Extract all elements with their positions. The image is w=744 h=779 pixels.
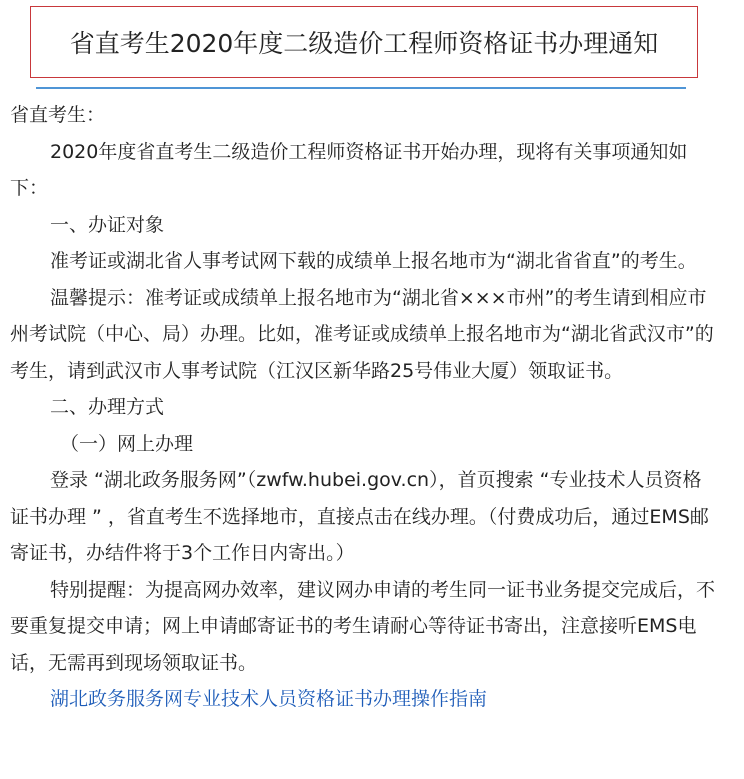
page-title: 省直考生2020年度二级造价工程师资格证书办理通知: [69, 29, 659, 58]
guide-link[interactable]: 湖北政务服务网专业技术人员资格证书办理操作指南: [50, 688, 488, 710]
section-2-sub-1-heading: （一）网上办理: [60, 432, 194, 455]
section-1-tip: 温馨提示：准考证或成绩单上报名地市为“湖北省×××市州”的考生请到相应市州考试院（中心、局）办理。比如，准考证或成绩单上报名地市为“湖北省武汉市”的考生，请到武汉市人事考试院（江汉区新华路25号伟业大厦）领取证书。: [10, 286, 714, 382]
section-1-heading: 一、办证对象: [50, 213, 165, 236]
guide-link-line: [10, 681, 718, 718]
section-1-body: 准考证或湖北省人事考试网下载的成绩单上报名地市为“湖北省省直”的考生。: [50, 250, 697, 272]
title-box: [30, 6, 698, 78]
section-2-heading: 二、办理方式: [50, 396, 165, 418]
intro-paragraph: 2020年度省直考生二级造价工程师资格证书开始办理，现将有关事项通知如下：: [10, 140, 688, 199]
greeting: 省直考生：: [10, 104, 106, 126]
notice-body: [10, 97, 718, 718]
section-2-sub-1-body: 登录 “湖北政务服务网”（zwfw.hubei.gov.cn），首页搜索 “专业技术人员资格证书办理 ” ，省直考生不选择地市，直接点击在线办理。（付费成功后，通过EMS邮寄证书，办结件将于3个工作日内寄出。）: [10, 469, 709, 564]
section-2-reminder: 特别提醒：为提高网办效率，建议网办申请的考生同一证书业务提交完成后，不要重复提交申请；网上申请邮寄证书的考生请耐心等待证书寄出，注意接听EMS电话，无需再到现场领取证书。: [10, 578, 716, 674]
title-divider: [36, 87, 686, 89]
